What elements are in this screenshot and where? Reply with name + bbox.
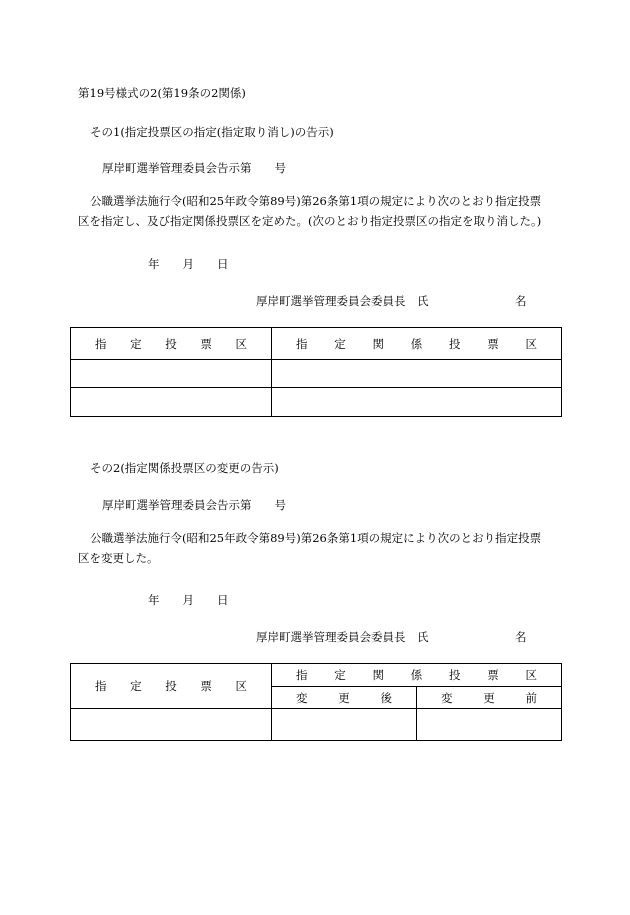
part1-body-line1: 公職選挙法施行令(昭和25年政令第89号)第26条第1項の規定により次のとおり指定投票 [90,194,542,208]
part2-header-after: 変 更 後 [272,687,417,709]
part2-header-designated: 指 定 投 票 区 [71,664,272,709]
part1-signatory-suffix: 名 [515,294,527,308]
part1-notice-number: 厚岸町選挙管理委員会告示第 号 [102,161,286,175]
part2-body [78,528,558,568]
form-title: 第19号様式の2(第19条の2関係) [78,86,246,100]
part1-body-line2: 区を指定し、及び指定関係投票区を定めた。(次のとおり指定投票区の指定を取り消した。) [78,214,542,228]
part1-signatory: 厚岸町選挙管理委員会委員長 氏 [256,294,429,308]
part1-header-designated: 指 定 投 票 区 [71,328,272,360]
table-cell [272,709,417,741]
part2-date: 年 月 日 [148,593,229,607]
table-cell [71,388,272,417]
table-cell [417,709,562,741]
part2-body-line1: 公職選挙法施行令(昭和25年政令第89号)第26条第1項の規定により次のとおり指定投票 [90,531,542,545]
part2-header-related: 指 定 関 係 投 票 区 [272,664,562,687]
part1-heading: その1(指定投票区の指定(指定取り消し)の告示) [90,125,334,139]
part2-notice-number: 厚岸町選挙管理委員会告示第 号 [102,498,286,512]
table-cell [71,360,272,388]
table-cell [71,709,272,741]
table-cell [272,360,562,388]
part2-header-before: 変 更 前 [417,687,562,709]
part2-table [70,663,562,741]
part1-table [70,327,562,417]
part1-header-related: 指 定 関 係 投 票 区 [272,328,562,360]
part1-date: 年 月 日 [148,257,229,271]
part2-body-line2: 区を変更した。 [78,551,159,565]
table-cell [272,388,562,417]
part2-signatory: 厚岸町選挙管理委員会委員長 氏 [256,630,429,644]
part2-heading: その2(指定関係投票区の変更の告示) [90,461,279,475]
part1-body [78,191,558,231]
part2-signatory-suffix: 名 [515,630,527,644]
